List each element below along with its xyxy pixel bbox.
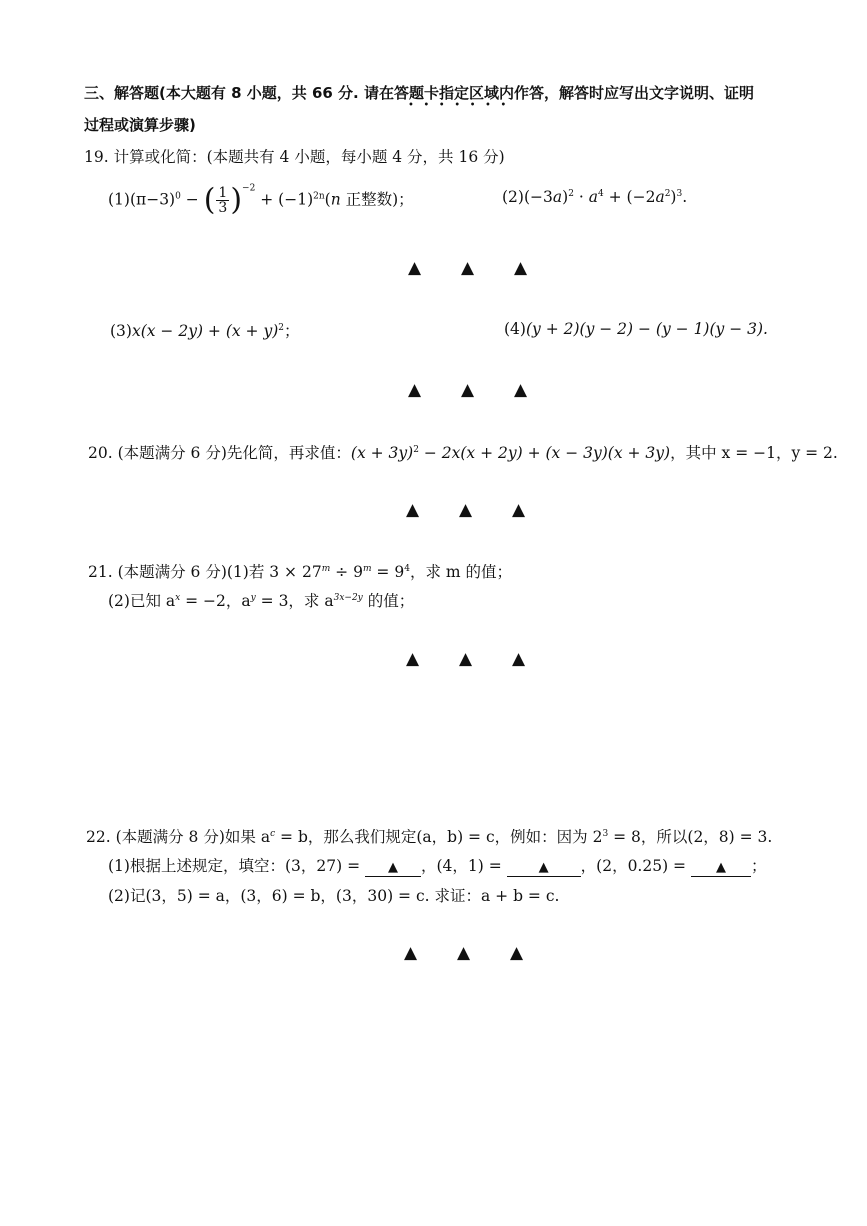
q19-header: 19. 计算或化简：(本题共有 4 小题，每小题 4 分，共 16 分) — [84, 148, 505, 166]
answer-marker: ▲ — [511, 500, 526, 520]
q19-p1-exp-a: 0 — [175, 191, 181, 202]
q19-p1-minus: − — [180, 190, 204, 209]
answer-marker: ▲ — [387, 860, 398, 875]
q20-expr-b: − 2x(x + 2y) + (x − 3y)(x + 3y) — [418, 444, 671, 462]
answer-marker: ▲ — [509, 943, 524, 963]
answer-marker: ▲ — [456, 943, 471, 963]
answer-marker: ▲ — [511, 649, 526, 669]
answer-marker: ▲ — [460, 258, 475, 278]
q20-expr-a: (x + 3y) — [350, 444, 414, 462]
answer-marker: ▲ — [403, 943, 418, 963]
q19-p2-a-exp: 2 — [568, 189, 574, 199]
q19-p2-c-var-exp: 2 — [664, 189, 671, 199]
q20-expr-a-exp: 2 — [413, 445, 419, 455]
answer-blank-2[interactable] — [507, 860, 581, 877]
q19-p2-a-var: a — [552, 188, 563, 206]
q21-p2-mid: = −2，a — [180, 592, 251, 610]
answer-marker: ▲ — [460, 380, 475, 400]
q21-header: 21. (本题满分 6 分)(1)若 3 × 27 — [88, 563, 322, 581]
frac-denominator: 3 — [218, 200, 228, 216]
answer-marker: ▲ — [538, 860, 549, 875]
q22-p1-mid1: ，(4，1) = — [420, 857, 507, 875]
answer-marker: ▲ — [407, 380, 422, 400]
answer-marker: ▲ — [513, 258, 528, 278]
left-paren: ( — [203, 182, 216, 218]
answer-marker: ▲ — [407, 258, 422, 278]
q22-p1-start: (1)根据上述规定，填空：(3，27) = — [108, 857, 365, 875]
q21-part1 — [88, 561, 512, 583]
q19-p4-expr: (y + 2)(y − 2) − (y − 1)(y − 3). — [525, 320, 768, 338]
answer-marker: ▲ — [513, 380, 528, 400]
answer-marker: ▲ — [405, 500, 420, 520]
q21-p2-exp-y: y — [250, 593, 256, 603]
q22-p1-mid2: ，(2，0.25) = — [580, 857, 691, 875]
q22-p1-end: ； — [750, 857, 767, 875]
answer-marker: ▲ — [405, 649, 420, 669]
q22-exp-3: 3 — [602, 829, 609, 839]
q19-p2-a-close: ) — [562, 188, 569, 206]
q19-part1 — [108, 182, 414, 218]
q19-p3-end: ； — [284, 322, 300, 340]
q19-part4 — [504, 318, 768, 340]
q21-p2-exp: 3x−2y — [333, 593, 363, 603]
q19-p1-label: (1) — [108, 190, 130, 209]
frac-numerator: 1 — [218, 185, 228, 201]
q19-p1-note: 正整数)； — [340, 190, 414, 209]
answer-marker: ▲ — [458, 500, 473, 520]
q19-part2 — [502, 186, 687, 208]
q19-p2-c-close: ) — [670, 188, 677, 206]
q19-p1-term-b: + (−1) — [255, 190, 314, 209]
q22-part1 — [108, 855, 766, 877]
q19-part3 — [110, 320, 300, 342]
q19-p2-b-exp: 4 — [597, 189, 604, 199]
section-title-line2: 过程或演算步骤) — [84, 116, 196, 134]
q19-p1-note-var: n — [330, 190, 341, 209]
answer-markers-q19-a — [388, 258, 547, 278]
fraction-one-third — [216, 186, 229, 215]
answer-markers-q22 — [384, 943, 543, 963]
q22-header — [86, 826, 772, 848]
emphasis-dots: ••••••• — [408, 100, 516, 111]
q19-p2-c-exp: 3 — [676, 189, 683, 199]
section-title-line1: 三、解答题(本大题有 8 小题，共 66 分. 请在答题卡指定区域内作答，解答时应写出文字说明、证明 — [84, 84, 754, 102]
q22-header-mid: = b，那么我们规定(a，b) = c，例如：因为 2 — [275, 828, 603, 846]
q19-p2-b-var: a — [588, 188, 598, 206]
answer-marker: ▲ — [458, 649, 473, 669]
q19-p2-end: . — [682, 188, 688, 206]
answer-markers-q19-b — [388, 380, 547, 400]
q19-p3-label: (3) — [110, 322, 132, 340]
q20 — [88, 442, 838, 464]
q22-header-tail: = 8，所以(2，8) = 3. — [608, 828, 773, 846]
q20-condition: ，其中 x = −1，y = 2. — [670, 444, 838, 462]
q21-eq: = 9 — [371, 563, 405, 581]
q19-p2-label: (2) — [502, 188, 524, 206]
q19-p1-term-a: (π−3) — [129, 190, 176, 209]
q21-mid: ÷ 9 — [330, 563, 363, 581]
answer-markers-q21 — [386, 649, 545, 669]
q21-part2 — [108, 590, 414, 612]
q22-part2: (2)记(3，5) = a，(3，6) = b，(3，30) = c. 求证：a + b = c. — [108, 887, 560, 905]
q21-tail: ，求 m 的值； — [409, 563, 512, 581]
q19-p4-label: (4) — [504, 320, 526, 338]
q19-p1-note-open: ( — [324, 190, 331, 209]
answer-blank-3[interactable] — [691, 860, 751, 877]
q22-exp-c: c — [270, 829, 276, 839]
q21-p2-tail: 的值； — [362, 592, 415, 610]
q19-p2-dot: · — [573, 188, 589, 206]
answer-blank-1[interactable] — [365, 860, 421, 877]
q19-p1-frac-exp: −2 — [242, 183, 256, 194]
q21-exp-4: 4 — [404, 564, 410, 574]
right-paren: ) — [230, 182, 243, 218]
q19-p2-c: + (−2 — [603, 188, 656, 206]
q19-p1-exp-b: 2n — [313, 191, 325, 202]
q22-header-start: 22. (本题满分 8 分)如果 a — [86, 828, 271, 846]
q19-p2-a: (−3 — [523, 188, 553, 206]
q19-p3-expr: x(x − 2y) + (x + y) — [131, 322, 279, 340]
q21-p2-exp-x: x — [175, 593, 181, 603]
answer-markers-q20 — [386, 500, 545, 520]
q21-exp-m1: m — [321, 564, 331, 574]
q21-exp-m2: m — [362, 564, 372, 574]
q20-header: 20. (本题满分 6 分)先化简，再求值： — [88, 444, 351, 462]
q19-p3-exp: 2 — [278, 323, 285, 333]
q21-p2-mid2: = 3，求 a — [255, 592, 334, 610]
q19-p2-c-var: a — [655, 188, 665, 206]
answer-marker: ▲ — [715, 860, 726, 875]
q21-p2-start: (2)已知 a — [108, 592, 176, 610]
